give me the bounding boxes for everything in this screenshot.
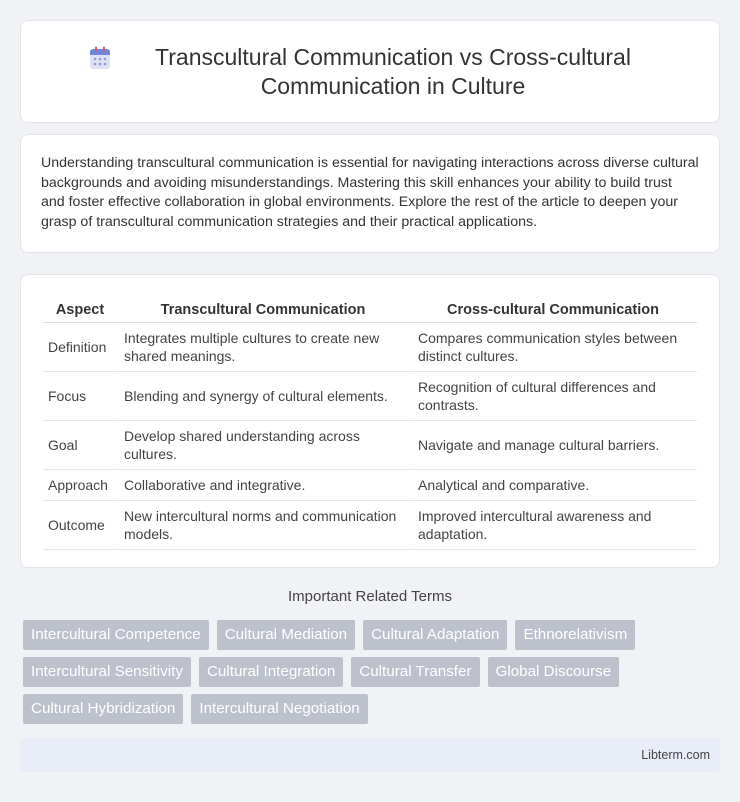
page-title: Transcultural Communication vs Cross-cultural Communication in Culture: [155, 43, 631, 99]
row-transcultural: Develop shared understanding across cultures.: [117, 421, 409, 470]
row-aspect: Focus: [43, 372, 117, 421]
related-terms-heading: Important Related Terms: [288, 588, 452, 605]
comparison-card: [20, 274, 720, 568]
table-row: [43, 421, 697, 470]
row-cross-cultural: Recognition of cultural differences and contrasts.: [409, 372, 697, 421]
row-aspect: Approach: [43, 470, 117, 501]
term-tag[interactable]: Cultural Adaptation: [363, 620, 507, 650]
footer-brand-link[interactable]: Libterm.com: [641, 748, 710, 762]
table-row: [43, 501, 697, 550]
term-tag[interactable]: Cultural Hybridization: [23, 694, 183, 724]
document-icon: [87, 45, 113, 71]
footer: [20, 738, 720, 772]
term-tag[interactable]: Intercultural Negotiation: [191, 694, 367, 724]
header-aspect: Aspect: [43, 295, 117, 323]
term-tag[interactable]: Intercultural Competence: [23, 620, 209, 650]
intro-card: [20, 134, 720, 253]
term-tag[interactable]: Intercultural Sensitivity: [23, 657, 191, 687]
table-row: [43, 323, 697, 372]
row-transcultural: Integrates multiple cultures to create new shared meanings.: [117, 323, 409, 372]
row-aspect: Goal: [43, 421, 117, 470]
table-row: [43, 470, 697, 501]
row-cross-cultural: Compares communication styles between distinct cultures.: [409, 323, 697, 372]
row-transcultural: New intercultural norms and communication models.: [117, 501, 409, 550]
term-tag[interactable]: Ethnorelativism: [515, 620, 635, 650]
term-tag[interactable]: Cultural Mediation: [217, 620, 355, 650]
title-card: [20, 20, 720, 123]
term-tag[interactable]: Cultural Transfer: [351, 657, 479, 687]
row-cross-cultural: Analytical and comparative.: [409, 470, 697, 501]
table-header-row: [43, 295, 697, 323]
row-aspect: Definition: [43, 323, 117, 372]
row-transcultural: Collaborative and integrative.: [117, 470, 409, 501]
term-tag[interactable]: Cultural Integration: [199, 657, 343, 687]
row-cross-cultural: Navigate and manage cultural barriers.: [409, 421, 697, 470]
comparison-table: [43, 295, 697, 550]
row-aspect: Outcome: [43, 501, 117, 550]
header-transcultural: Transcultural Communication: [117, 295, 409, 323]
term-tag[interactable]: Global Discourse: [488, 657, 620, 687]
related-terms-list: [23, 620, 723, 724]
header-cross-cultural: Cross-cultural Communication: [409, 295, 697, 323]
table-row: [43, 372, 697, 421]
row-transcultural: Blending and synergy of cultural elements.: [117, 372, 409, 421]
intro-paragraph: Understanding transcultural communication is essential for navigating interactions across diverse cultural backgrounds and avoiding misunderstandings. Mastering this skill enhances your ability to build trust and foster effective collaboration in global environments. Explore the rest of the article to deepen your grasp of transcultural communication strategies and their practical applications.: [41, 155, 699, 230]
row-cross-cultural: Improved intercultural awareness and adaptation.: [409, 501, 697, 550]
